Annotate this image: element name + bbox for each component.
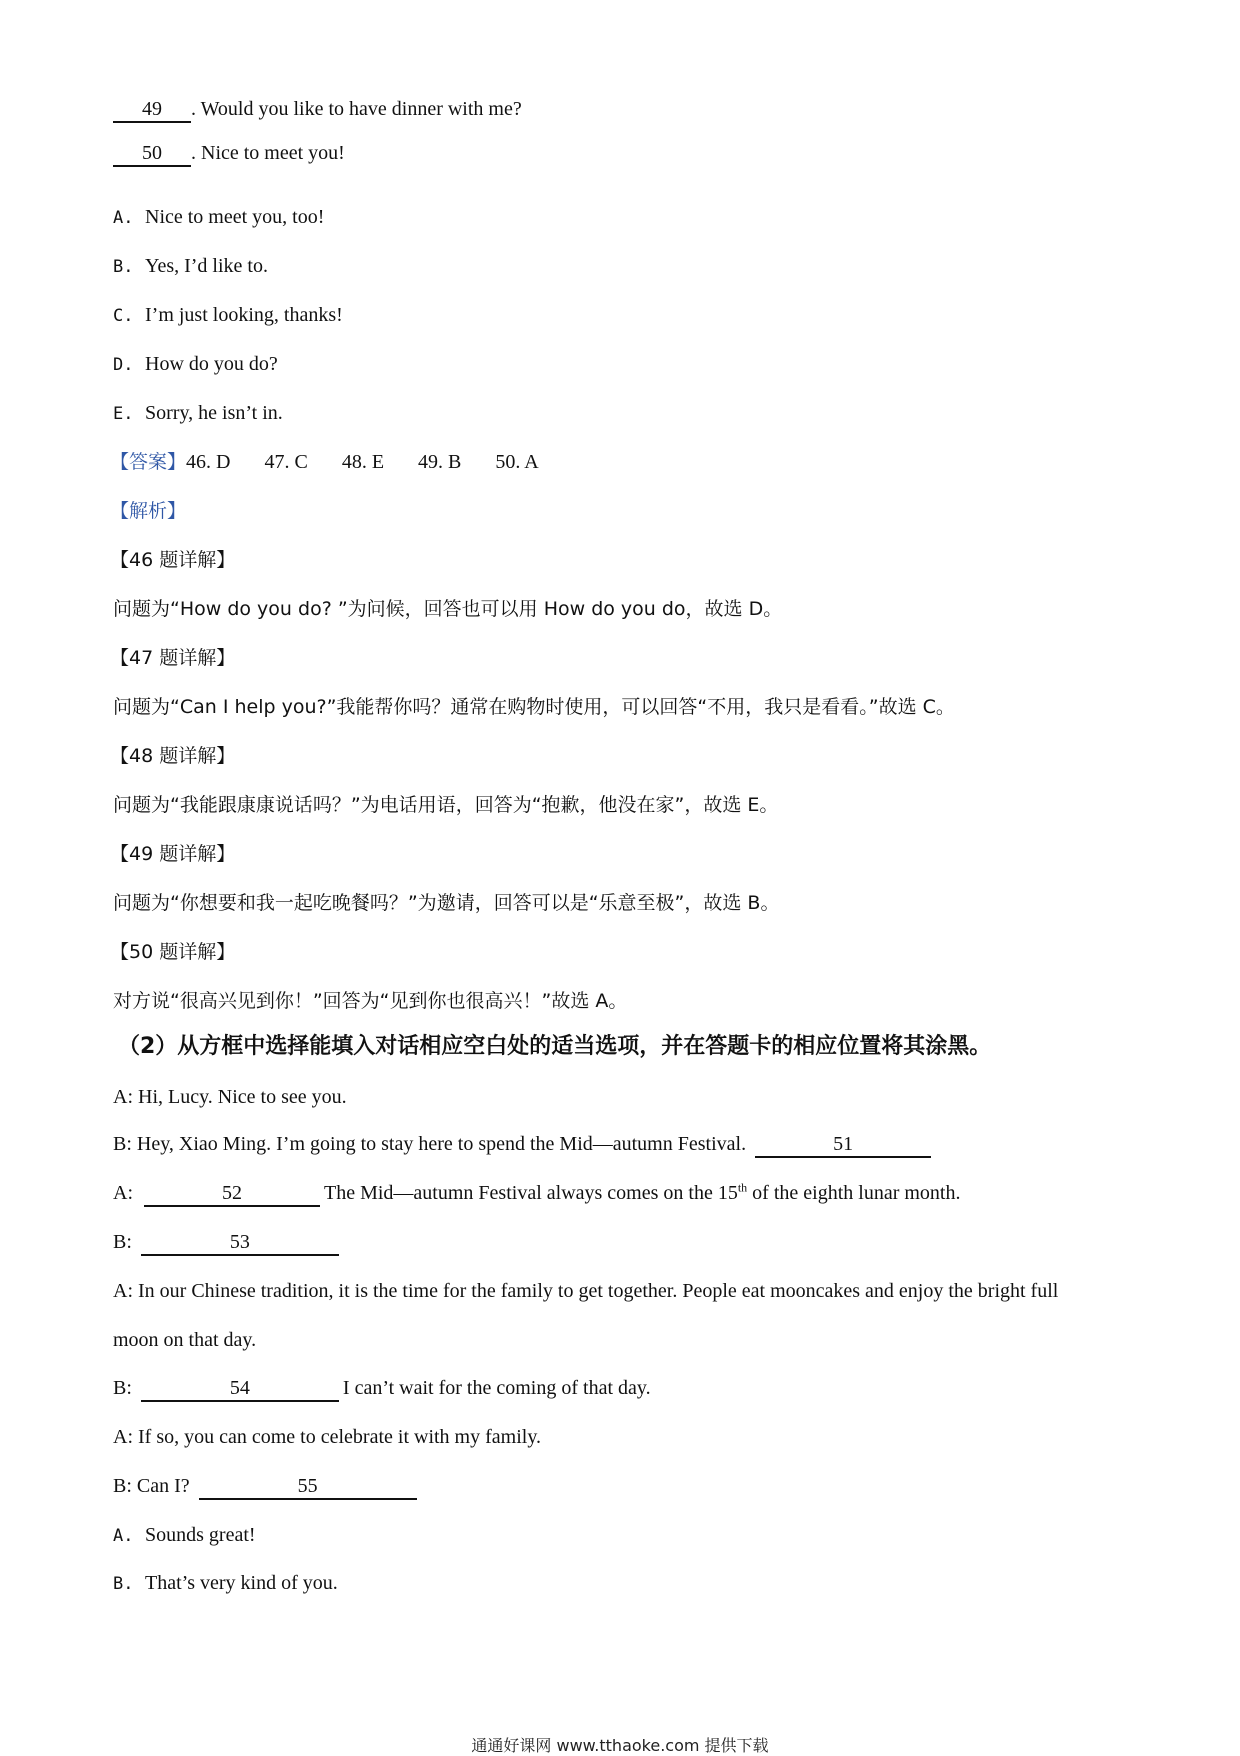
option-d: D. How do you do?	[113, 353, 278, 375]
question-50: 50 . Nice to meet you!	[113, 140, 345, 167]
answer-blank: 50	[113, 141, 191, 167]
detail-heading-46: 【46 题详解】	[110, 549, 236, 571]
section-2-title: （2）从方框中选择能填入对话相应空白处的适当选项，并在答题卡的相应位置将其涂黑。	[118, 1034, 992, 1059]
option-c: C. I’m just looking, thanks!	[113, 304, 343, 326]
detail-heading-49: 【49 题详解】	[110, 843, 236, 865]
option-a: A. Nice to meet you, too!	[113, 206, 325, 228]
detail-heading-48: 【48 题详解】	[110, 745, 236, 767]
detail-text-50: 对方说“很高兴见到你！”回答为“见到你也很高兴！”故选 A。	[113, 990, 628, 1012]
detail-heading-47: 【47 题详解】	[110, 647, 236, 669]
answer-blank: 54	[141, 1376, 339, 1402]
answer-blank: 52	[144, 1181, 320, 1207]
detail-heading-50: 【50 题详解】	[110, 941, 236, 963]
dialogue-line-7: A: If so, you can come to celebrate it with my family.	[113, 1426, 542, 1448]
detail-text-49: 问题为“你想要和我一起吃晚餐吗？”为邀请，回答可以是“乐意至极”，故选 B。	[113, 892, 780, 914]
answer-blank: 55	[199, 1474, 417, 1500]
page-footer: 通通好课网 www.tthaoke.com 提供下载	[471, 1736, 769, 1755]
dialogue-line-3: A: 52 The Mid—autumn Festival always comes on the 15th of the eighth lunar month.	[113, 1180, 960, 1207]
answer-blank: 53	[141, 1230, 339, 1256]
dialogue-line-1: A: Hi, Lucy. Nice to see you.	[113, 1086, 347, 1108]
detail-text-48: 问题为“我能跟康康说话吗？”为电话用语，回答为“抱歉，他没在家”，故选 E。	[113, 794, 779, 816]
option-e: E. Sorry, he isn’t in.	[113, 402, 283, 424]
dialogue-line-5a: A: In our Chinese tradition, it is the time for the family to get together. People eat mooncakes and enjoy the bright full	[113, 1280, 1059, 1302]
detail-text-46: 问题为“How do you do? ”为问候，回答也可以用 How do you do，故选 D。	[113, 598, 783, 620]
option-bottom-a: A. Sounds great!	[113, 1524, 256, 1546]
option-bottom-b: B. That’s very kind of you.	[113, 1572, 338, 1594]
detail-text-47: 问题为“Can I help you?”我能帮你吗？通常在购物时使用，可以回答“不用，我只是看看。”故选 C。	[113, 696, 955, 718]
analysis-tag: 【解析】	[110, 500, 187, 522]
option-b: B. Yes, I’d like to.	[113, 255, 268, 277]
dialogue-line-8: B: Can I? 55	[113, 1473, 417, 1500]
answer-line: 【答案】46. D 47. C 48. E 49. B 50. A	[110, 451, 539, 473]
question-49: 49 . Would you like to have dinner with me?	[113, 96, 522, 123]
dialogue-line-4: B: 53	[113, 1229, 339, 1256]
answer-blank: 51	[755, 1132, 931, 1158]
answer-tag: 【答案】	[110, 451, 187, 473]
dialogue-line-5b: moon on that day.	[113, 1329, 257, 1351]
answer-blank: 49	[113, 97, 191, 123]
dialogue-line-6: B: 54 I can’t wait for the coming of that day.	[113, 1375, 651, 1402]
dialogue-line-2: B: Hey, Xiao Ming. I’m going to stay here to spend the Mid—autumn Festival. 51	[113, 1131, 931, 1158]
